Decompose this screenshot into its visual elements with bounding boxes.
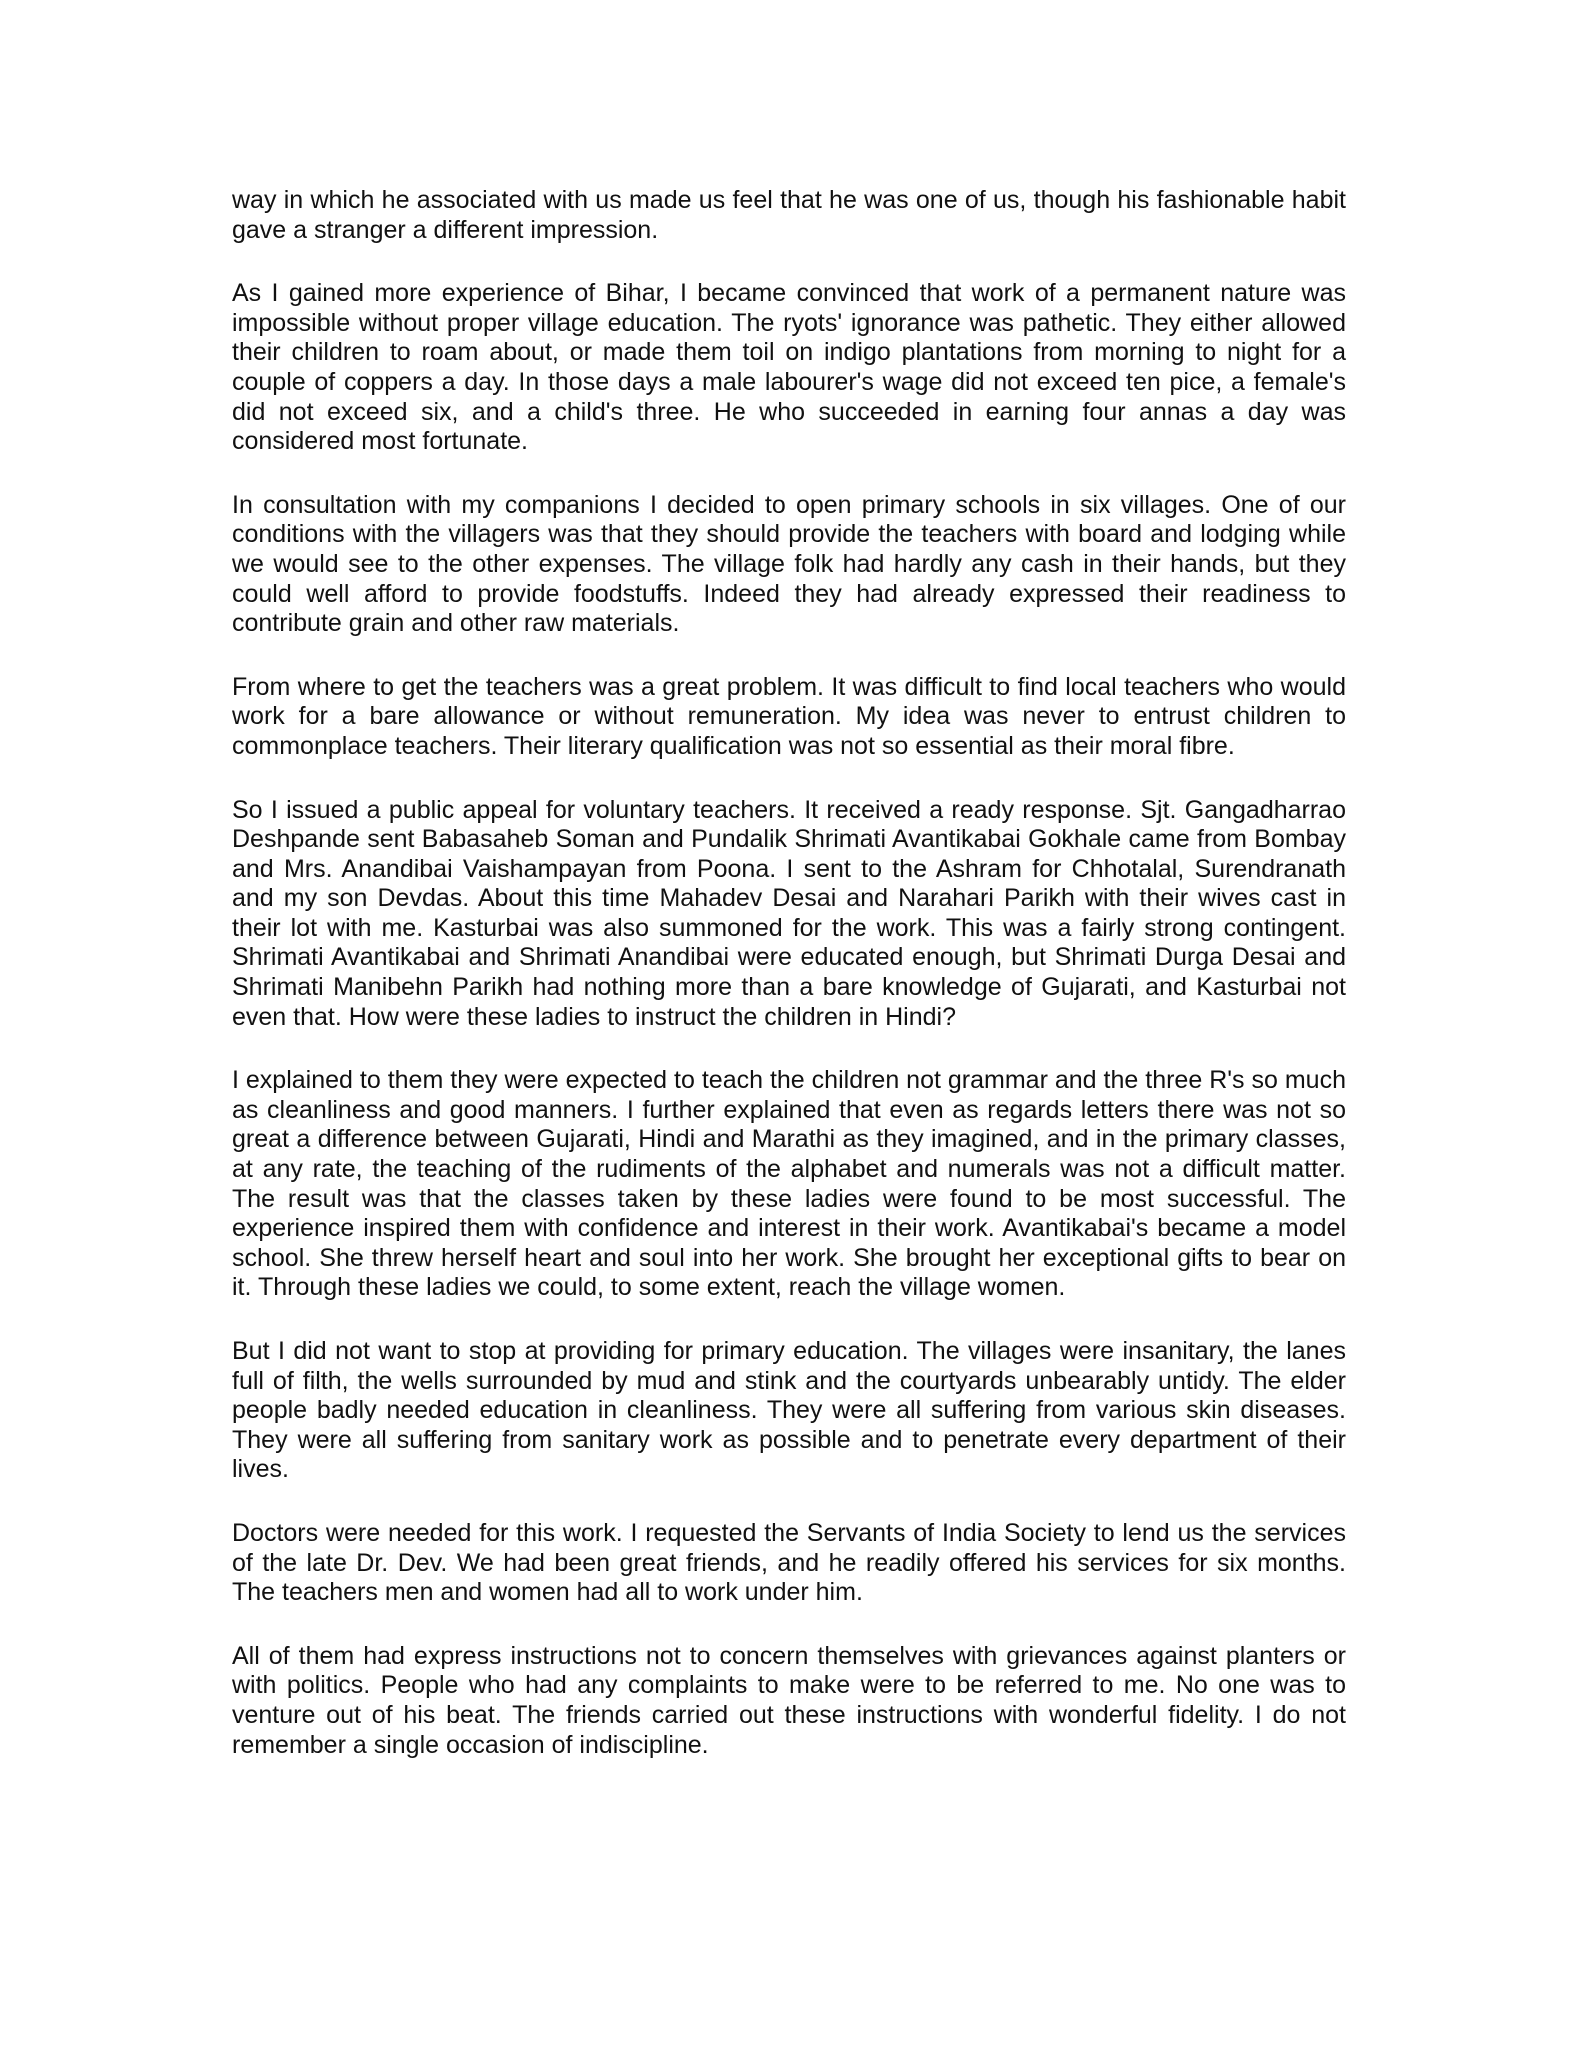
paragraph-instructions: All of them had express instructions not to concern themselves with grievances against planters or with politics. People who had any complaints to make were to be referred to me. No one was to venture out of his beat. The friends carried out these instructions with wonderful fidelity. I do not remember a single occasion of indiscipline. [232,1641,1346,1759]
paragraph-teachers-problem: From where to get the teachers was a great problem. It was difficult to find local teachers who would work for a bare allowance or without remuneration. My idea was never to entrust children to commonplace teachers. Their literary qualification was not so essential as their moral fibre. [232,672,1346,760]
paragraph-sanitation: But I did not want to stop at providing for primary education. The villages were insanitary, the lanes full of filth, the wells surrounded by mud and stink and the courtyards unbearably untidy. The elder people badly needed education in cleanliness. They were all suffering from various skin diseases. They were all suffering from sanitary work as possible and to penetrate every department of their lives. [232,1337,1346,1484]
document-page [232,186,1346,1794]
paragraph-teaching-explained: I explained to them they were expected to teach the children not grammar and the three R's so much as cleanliness and good manners. I further explained that even as regards letters there was not so great a difference between Gujarati, Hindi and Marathi as they imagined, and in the primary classes, at any rate, the teaching of the rudiments of the alphabet and numerals was not a difficult matter. The result was that the classes taken by these ladies were found to be most successful. The experience inspired them with confidence and interest in their work. Avantikabai's became a model school. She threw herself heart and soul into her work. She brought her exceptional gifts to bear on it. Through these ladies we could, to some extent, reach the village women. [232,1066,1346,1302]
paragraph-continuation: way in which he associated with us made us feel that he was one of us, though his fashionable habit gave a stranger a different impression. [232,186,1346,244]
paragraph-doctors: Doctors were needed for this work. I requested the Servants of India Society to lend us the services of the late Dr. Dev. We had been great friends, and he readily offered his services for six months. The teachers men and women had all to work under him. [232,1518,1346,1607]
paragraph-village-education: As I gained more experience of Bihar, I became convinced that work of a permanent nature was impossible without proper village education. The ryots' ignorance was pathetic. They either allowed their children to roam about, or made them toil on indigo plantations from morning to night for a couple of coppers a day. In those days a male labourer's wage did not exceed ten pice, a female's did not exceed six, and a child's three. He who succeeded in earning four annas a day was considered most fortunate. [232,279,1346,456]
paragraph-primary-schools: In consultation with my companions I decided to open primary schools in six villages. One of our conditions with the villagers was that they should provide the teachers with board and lodging while we would see to the other expenses. The village folk had hardly any cash in their hands, but they could well afford to provide foodstuffs. Indeed they had already expressed their readiness to contribute grain and other raw materials. [232,490,1346,638]
paragraph-public-appeal: So I issued a public appeal for voluntary teachers. It received a ready response. Sjt. Gangadharrao Deshpande sent Babasaheb Soman and Pundalik Shrimati Avantikabai Gokhale came from Bombay and Mrs. Anandibai Vaishampayan from Poona. I sent to the Ashram for Chhotalal, Surendranath and my son Devdas. About this time Mahadev Desai and Narahari Parikh with their wives cast in their lot with me. Kasturbai was also summoned for the work. This was a fairly strong contingent. Shrimati Avantikabai and Shrimati Anandibai were educated enough, but Shrimati Durga Desai and Shrimati Manibehn Parikh had nothing more than a bare knowledge of Gujarati, and Kasturbai not even that. How were these ladies to instruct the children in Hindi? [232,795,1346,1031]
